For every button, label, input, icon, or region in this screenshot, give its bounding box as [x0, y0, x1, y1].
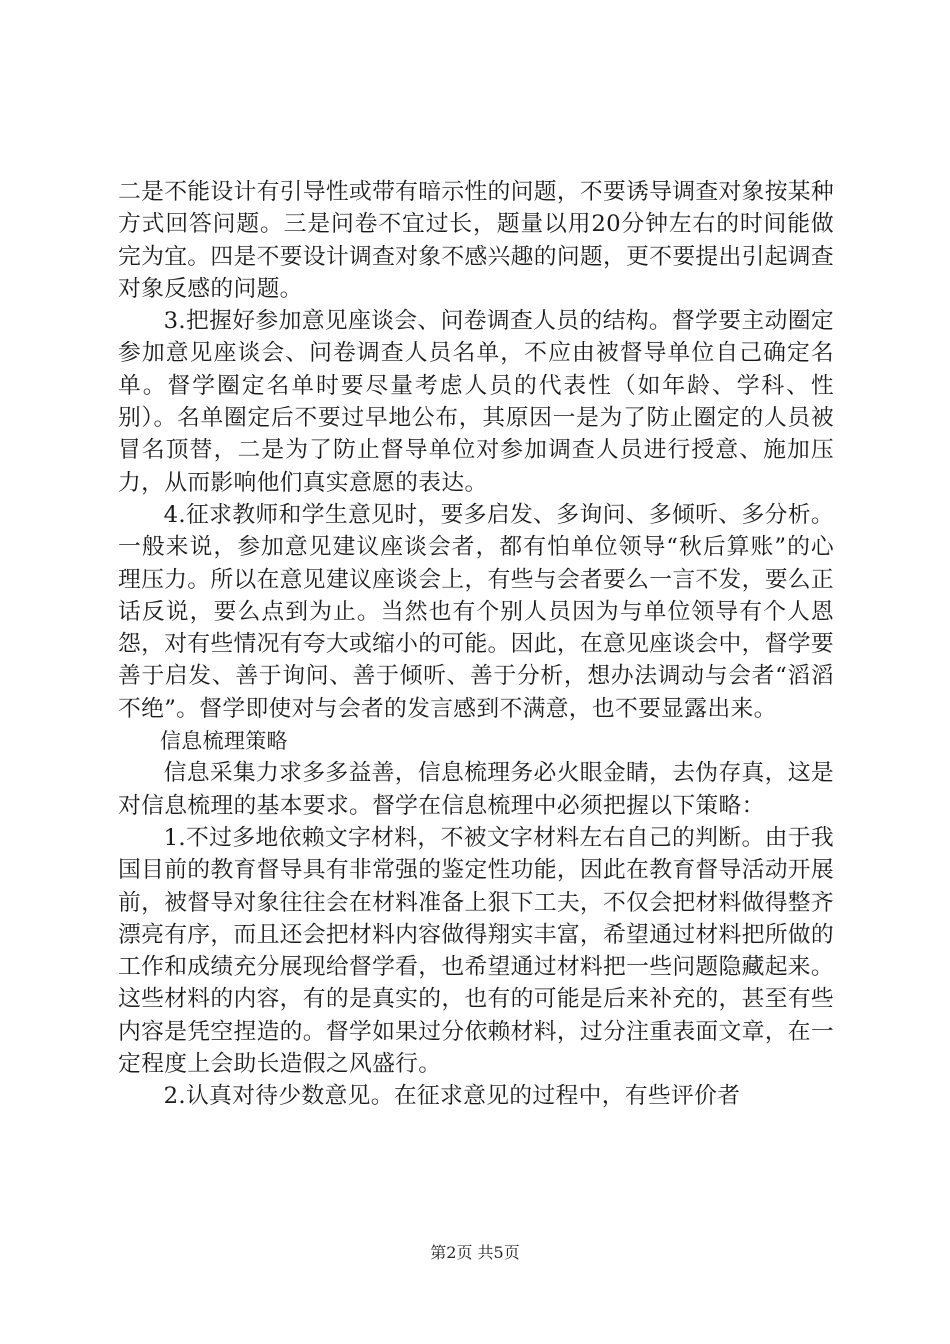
- paragraph-info-sorting-intro: 信息采集力求多多益善，信息梳理务必火眼金睛，去伪存真，这是对信息梳理的基本要求。督学在信息梳理中必须把握以下策略：: [118, 760, 834, 819]
- paragraph-questionnaire-rules: 二是不能设计有引导性或带有暗示性的问题，不要诱导调查对象按某种方式回答问题。三是问卷不宜过长，题量以用20分钟左右的时间能做完为宜。四是不要设计调查对象不感兴趣的问题，更不要提出引起调查对象反感的问题。: [118, 179, 835, 302]
- document-body: [118, 176, 834, 1113]
- paragraph-participant-structure: 3.把握好参加意见座谈会、问卷调查人员的结构。督学要主动圈定参加意见座谈会、问卷调查人员名单，不应由被督导单位自己确定名单。督学圈定名单时要尽量考虑人员的代表性（如年龄、学科、性别）。名单圈定后不要过早地公布，其原因一是为了防止圈定的人员被冒名顶替，二是为了防止督导单位对参加调查人员进行授意、施加压力，从而影响他们真实意愿的表达。: [118, 308, 834, 496]
- paragraph-minority-opinions: 2.认真对待少数意见。在征求意见的过程中，有些评价者: [163, 1083, 741, 1110]
- page-number-footer: 第2页 共5页: [430, 1243, 520, 1262]
- paragraph-written-materials: 1.不过多地依赖文字材料，不被文字材料左右自己的判断。由于我国目前的教育督导具有非常强的鉴定性功能，因此在教育督导活动开展前，被督导对象往往会在材料准备上狠下工夫，不仅会把材料做得整齐漂亮有序，而且还会把材料内容做得翔实丰富，希望通过材料把所做的工作和成绩充分展现给督学看，也希望通过材料把一些问题隐藏起来。这些材料的内容，有的是真实的，也有的可能是后来补充的，甚至有些内容是凭空捏造的。督学如果过分依赖材料，过分注重表面文章，在一定程度上会助长造假之风盛行。: [118, 824, 835, 1078]
- paragraph-soliciting-opinions: 4.征求教师和学生意见时，要多启发、多询问、多倾听、多分析。一般来说，参加意见建议座谈会者，都有怕单位领导“秋后算账”的心理压力。所以在意见建议座谈会上，有些与会者要么一言不发，要么正话反说，要么点到为止。当然也有个别人员因为与单位领导有个人恩怨，对有些情况有夸大或缩小的可能。因此，在意见座谈会中，督学要善于启发、善于询问、善于倾听、善于分析，想办法调动与会者“滔滔不绝”。督学即使对与会者的发言感到不满意，也不要显露出来。: [118, 501, 835, 722]
- section-heading-info-sorting: 信息梳理策略: [160, 729, 288, 754]
